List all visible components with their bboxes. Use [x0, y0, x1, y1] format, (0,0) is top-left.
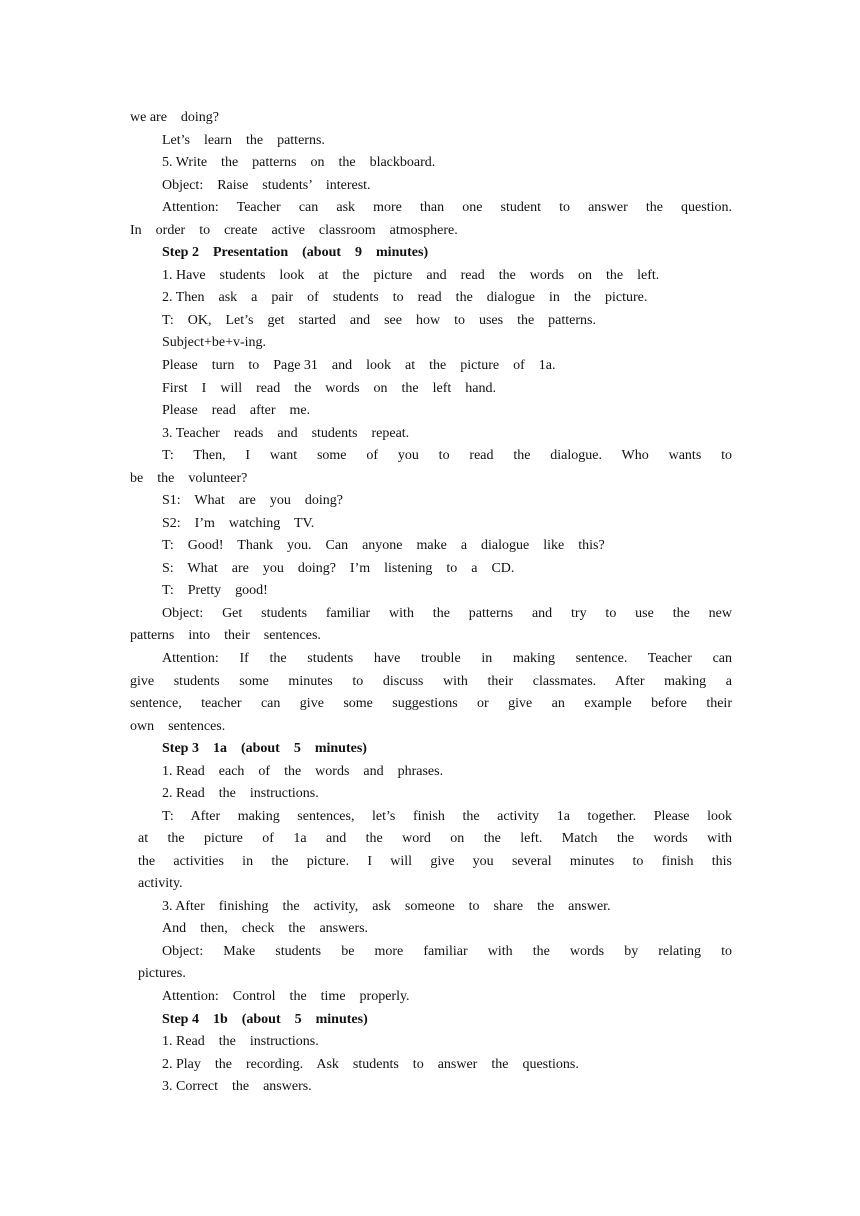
text-line: patterns into their sentences. [130, 628, 321, 643]
text-line: Attention: Control the time properly. [162, 989, 410, 1004]
text-line: T: Good! Thank you. Can anyone make a dialogue like this? [162, 538, 605, 553]
text-line: we are doing? [130, 110, 220, 125]
text-line: activity. [138, 876, 183, 891]
text-line: Let’s learn the patterns. [162, 133, 325, 148]
text-line: First I will read the words on the left hand. [162, 381, 497, 396]
text-line: 3. Teacher reads and students repeat. [162, 426, 410, 441]
text-line: 2. Play the recording. Ask students to answer the questions. [162, 1057, 579, 1072]
section-heading: Step 4 1b (about 5 minutes) [162, 1012, 368, 1027]
text-line: And then, check the answers. [162, 921, 369, 936]
text-line: Attention: Teacher can ask more than one student to answer the question. [162, 200, 732, 215]
text-line: own sentences. [130, 719, 226, 734]
text-line: S: What are you doing? I’m listening to a CD. [162, 561, 515, 576]
text-line: 2. Then ask a pair of students to read the dialogue in the picture. [162, 290, 648, 305]
text-line: T: OK, Let’s get started and see how to uses the patterns. [162, 313, 596, 328]
text-line: Subject+be+v-ing. [162, 335, 267, 350]
text-line: Object: Raise students’ interest. [162, 178, 371, 193]
text-line: T: Then, I want some of you to read the dialogue. Who wants to [162, 448, 732, 463]
text-line: pictures. [138, 966, 186, 981]
text-line: S2: I’m watching TV. [162, 516, 315, 531]
text-line: 3. After finishing the activity, ask someone to share the answer. [162, 899, 611, 914]
text-line: In order to create active classroom atmosphere. [130, 223, 458, 238]
text-line: Please turn to Page 31 and look at the picture of 1a. [162, 358, 556, 373]
section-heading: Step 2 Presentation (about 9 minutes) [162, 245, 429, 260]
text-line: sentence, teacher can give some suggestions or give an example before their [130, 696, 732, 711]
text-line: Attention: If the students have trouble in making sentence. Teacher can [162, 651, 732, 666]
text-line: give students some minutes to discuss with their classmates. After making a [130, 674, 732, 689]
text-line: at the picture of 1a and the word on the left. Match the words with [138, 831, 732, 846]
text-line: 1. Have students look at the picture and read the words on the left. [162, 268, 660, 283]
text-line: the activities in the picture. I will give you several minutes to finish this [138, 854, 732, 869]
section-heading: Step 3 1a (about 5 minutes) [162, 741, 367, 756]
text-line: Object: Get students familiar with the patterns and try to use the new [162, 606, 732, 621]
text-line: 1. Read each of the words and phrases. [162, 764, 444, 779]
text-line: be the volunteer? [130, 471, 248, 486]
text-line: Object: Make students be more familiar with the words by relating to [162, 944, 732, 959]
text-line: 5. Write the patterns on the blackboard. [162, 155, 436, 170]
text-line: 1. Read the instructions. [162, 1034, 319, 1049]
text-line: S1: What are you doing? [162, 493, 343, 508]
text-line: 3. Correct the answers. [162, 1079, 312, 1094]
text-line: T: Pretty good! [162, 583, 268, 598]
text-line: Please read after me. [162, 403, 311, 418]
text-line: 2. Read the instructions. [162, 786, 319, 801]
text-line: T: After making sentences, let’s finish the activity 1a together. Please look [162, 809, 732, 824]
